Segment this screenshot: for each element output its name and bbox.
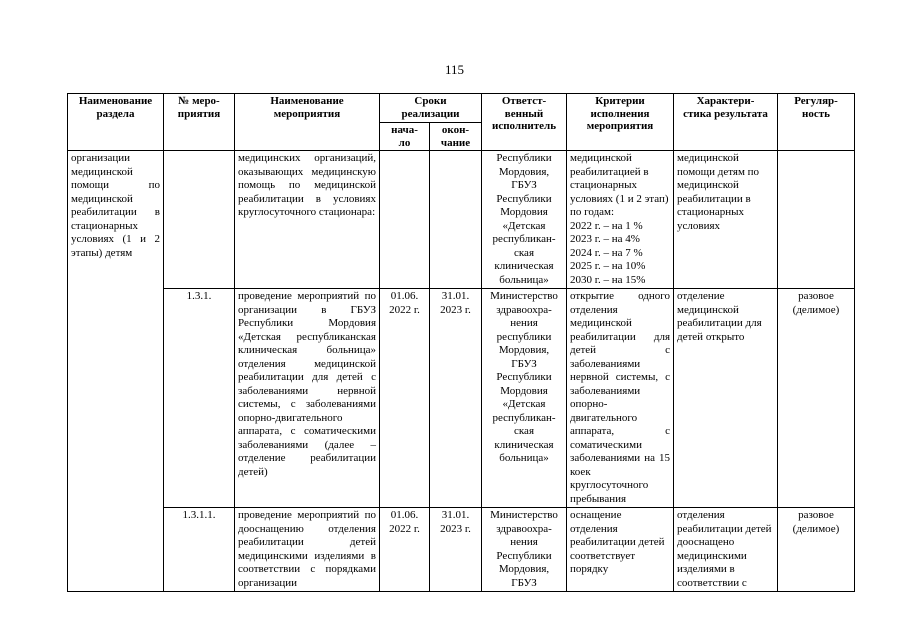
header-terms: Сроки реализации (380, 94, 482, 123)
responsible-cell: Республики Мордовия, ГБУЗ Республики Мордовия «Детская республикан- ская клиническая больница» (482, 151, 567, 289)
name-cell: проведение мероприятий по дооснащению отделения реабилитации детей медицинскими изделиями в соответствии с порядками организации (235, 508, 380, 592)
start-cell: 01.06. 2022 г. (380, 289, 430, 508)
table-row (68, 289, 855, 508)
responsible-cell: Министерство здравоохра- нения Республики Мордовия, ГБУЗ (482, 508, 567, 592)
criteria-cell: оснащение отделения реабилитации детей соответствует порядку (567, 508, 674, 592)
measures-table (67, 93, 855, 592)
table-row (68, 151, 855, 289)
header-number: № меро- приятия (164, 94, 235, 151)
regularity-cell: разовое (делимое) (778, 289, 855, 508)
header-regularity: Регуляр- ность (778, 94, 855, 151)
end-cell: 31.01. 2023 г. (430, 508, 482, 592)
number-cell: 1.3.1.1. (164, 508, 235, 592)
start-cell (380, 151, 430, 289)
result-cell: медицинской помощи детям по медицинской реабилитации в стационарных условиях (674, 151, 778, 289)
section-cell: организации медицинской помощи по медицинской реабилитации в стационарных условиях (1 и 2 этапы) детям (68, 151, 164, 592)
page-number: 115 (444, 62, 465, 77)
table-row (68, 508, 855, 592)
header-responsible: Ответст- венный исполнитель (482, 94, 567, 151)
end-cell: 31.01. 2023 г. (430, 289, 482, 508)
header-end: окон- чание (430, 123, 482, 151)
header-section: Наименование раздела (68, 94, 164, 151)
header-name: Наименование мероприятия (235, 94, 380, 151)
header-result: Характери- стика результата (674, 94, 778, 151)
result-cell: отделения реабилитации детей дооснащено медицинскими изделиями в соответствии с (674, 508, 778, 592)
regularity-cell (778, 151, 855, 289)
criteria-cell: медицинской реабилитацией в стационарных условиях (1 и 2 этап) по годам: 2022 г. – на 1 % 2023 г. – на 4% 2024 г. – на 7 % 2025 г. – на 10% 2030 г. – на 15% (567, 151, 674, 289)
header-criteria: Критерии исполнения мероприятия (567, 94, 674, 151)
responsible-cell: Министерство здравоохра- нения республики Мордовия, ГБУЗ Республики Мордовия «Детская республикан- ская клиническая больница» (482, 289, 567, 508)
result-cell: отделение медицинской реабилитации для детей открыто (674, 289, 778, 508)
start-cell: 01.06. 2022 г. (380, 508, 430, 592)
end-cell (430, 151, 482, 289)
header-start: нача- ло (380, 123, 430, 151)
name-cell: медицинских организаций, оказывающих медицинскую помощь по медицинской реабилитации в условиях круглосуточного стационара: (235, 151, 380, 289)
regularity-cell: разовое (делимое) (778, 508, 855, 592)
number-cell (164, 151, 235, 289)
name-cell: проведение мероприятий по организации в ГБУЗ Республики Мордовия «Детская республиканская клиническая больница» отделения медицинской реабилитации для детей с заболеваниями нервной системы, с заболеваниями опорно-двигательного аппарата, с соматическими заболеваниями (далее – отделение реабилитации детей) (235, 289, 380, 508)
criteria-cell: открытие одного отделения медицинской реабилитации для детей с заболеваниями нервной системы, с заболеваниями опорно-двигательного аппарата, с соматическими заболеваниями на 15 коек круглосуточного пребывания (567, 289, 674, 508)
number-cell: 1.3.1. (164, 289, 235, 508)
